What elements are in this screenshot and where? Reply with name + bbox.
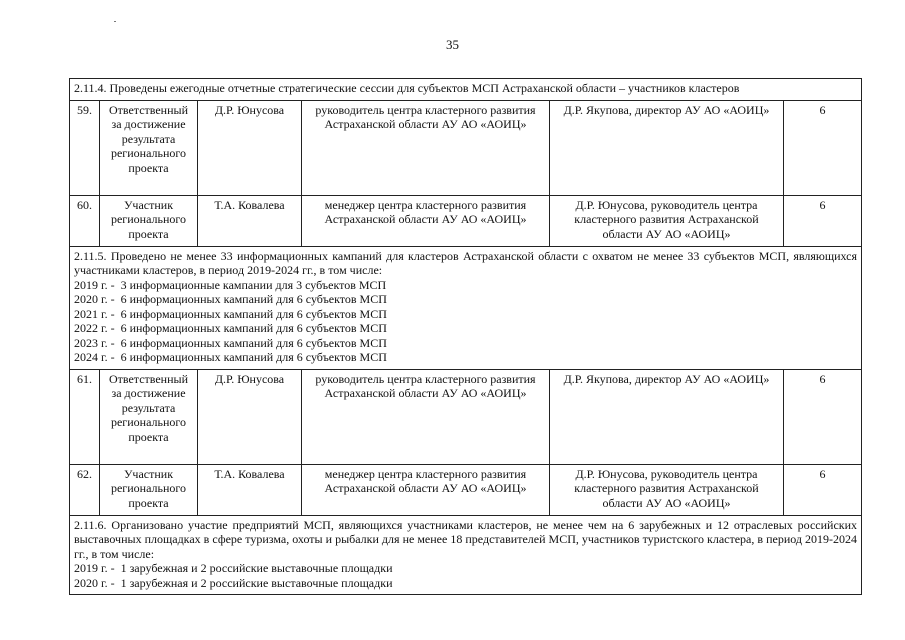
row-position: менеджер центра кластерного развития Астраханской области АУ АО «АОИЦ» [302, 195, 550, 246]
row-position: руководитель центра кластерного развития Астраханской области АУ АО «АОИЦ» [302, 100, 550, 195]
year-line: 2019 г. - 3 информационные кампании для 3 субъектов МСП [74, 277, 387, 292]
year-line: 2019 г. - 1 зарубежная и 2 российские выставочные площадки [74, 561, 393, 575]
table-row [70, 195, 862, 246]
section-row [70, 246, 862, 369]
section-block [70, 515, 862, 595]
section-heading: 2.11.5. Проведено не менее 33 информационных кампаний для кластеров Астраханской области с охватом не менее 33 субъектов МСП, являющихся участниками кластеров, в период 2019-2024 гг., в том числе: [74, 248, 858, 277]
year-line: 2024 г. - 6 информационных кампаний для 6 субъектов МСП [74, 350, 387, 364]
row-supervisor: Д.Р. Юнусова, руководитель центра кластерного развития Астраханской области АУ АО «АОИЦ» [550, 464, 784, 515]
year-line: 2020 г. - 1 зарубежная и 2 российские выставочные площадки [74, 575, 393, 590]
row-position: менеджер центра кластерного развития Астраханской области АУ АО «АОИЦ» [302, 464, 550, 515]
row-position: руководитель центра кластерного развития Астраханской области АУ АО «АОИЦ» [302, 369, 550, 464]
section-block [70, 246, 862, 369]
year-line: 2020 г. - 6 информационных кампаний для 6 субъектов МСП [74, 292, 387, 306]
page-number: 35 [446, 37, 459, 52]
row-supervisor: Д.Р. Юнусова, руководитель центра кластерного развития Астраханской области АУ АО «АОИЦ» [550, 195, 784, 246]
row-role: Ответственный за достижение результата регионального проекта [100, 369, 198, 464]
section-heading: 2.11.4. Проведены ежегодные отчетные стратегические сессии для субъектов МСП Астраханской области – участников кластеров [70, 79, 862, 101]
year-line: 2021 г. - 6 информационных кампаний для 6 субъектов МСП [74, 306, 387, 321]
section-row [70, 515, 862, 595]
row-role: Участник регионального проекта [100, 464, 198, 515]
row-number: 60. [70, 195, 100, 246]
table-row [70, 464, 862, 515]
row-number: 61. [70, 369, 100, 464]
row-value: 6 [784, 464, 862, 515]
row-supervisor: Д.Р. Якупова, директор АУ АО «АОИЦ» [550, 100, 784, 195]
row-value: 6 [784, 100, 862, 195]
responsibility-table [69, 78, 862, 595]
row-person-name: Т.А. Ковалева [198, 195, 302, 246]
row-number: 59. [70, 100, 100, 195]
row-person-name: Т.А. Ковалева [198, 464, 302, 515]
row-role: Ответственный за достижение результата регионального проекта [100, 100, 198, 195]
row-value: 6 [784, 195, 862, 246]
row-supervisor: Д.Р. Якупова, директор АУ АО «АОИЦ» [550, 369, 784, 464]
row-role: Участник регионального проекта [100, 195, 198, 246]
row-number: 62. [70, 464, 100, 515]
year-line: 2023 г. - 6 информационных кампаний для 6 субъектов МСП [74, 335, 387, 350]
row-value: 6 [784, 369, 862, 464]
row-person-name: Д.Р. Юнусова [198, 369, 302, 464]
section-row [70, 79, 862, 101]
section-heading: 2.11.6. Организовано участие предприятий МСП, являющихся участниками кластеров, не менее чем на 6 зарубежных и 12 отраслевых российских выставочных площадках в сфере туризма, охоты и рыбалки для не менее 18 представителей МСП, участников туристского кластера, в период 2019-2024 гг., в том числе: [74, 517, 858, 561]
table-row [70, 100, 862, 195]
year-line: 2022 г. - 6 информационных кампаний для 6 субъектов МСП [74, 321, 387, 335]
row-person-name: Д.Р. Юнусова [198, 100, 302, 195]
scan-mark [114, 21, 116, 22]
table-row [70, 369, 862, 464]
